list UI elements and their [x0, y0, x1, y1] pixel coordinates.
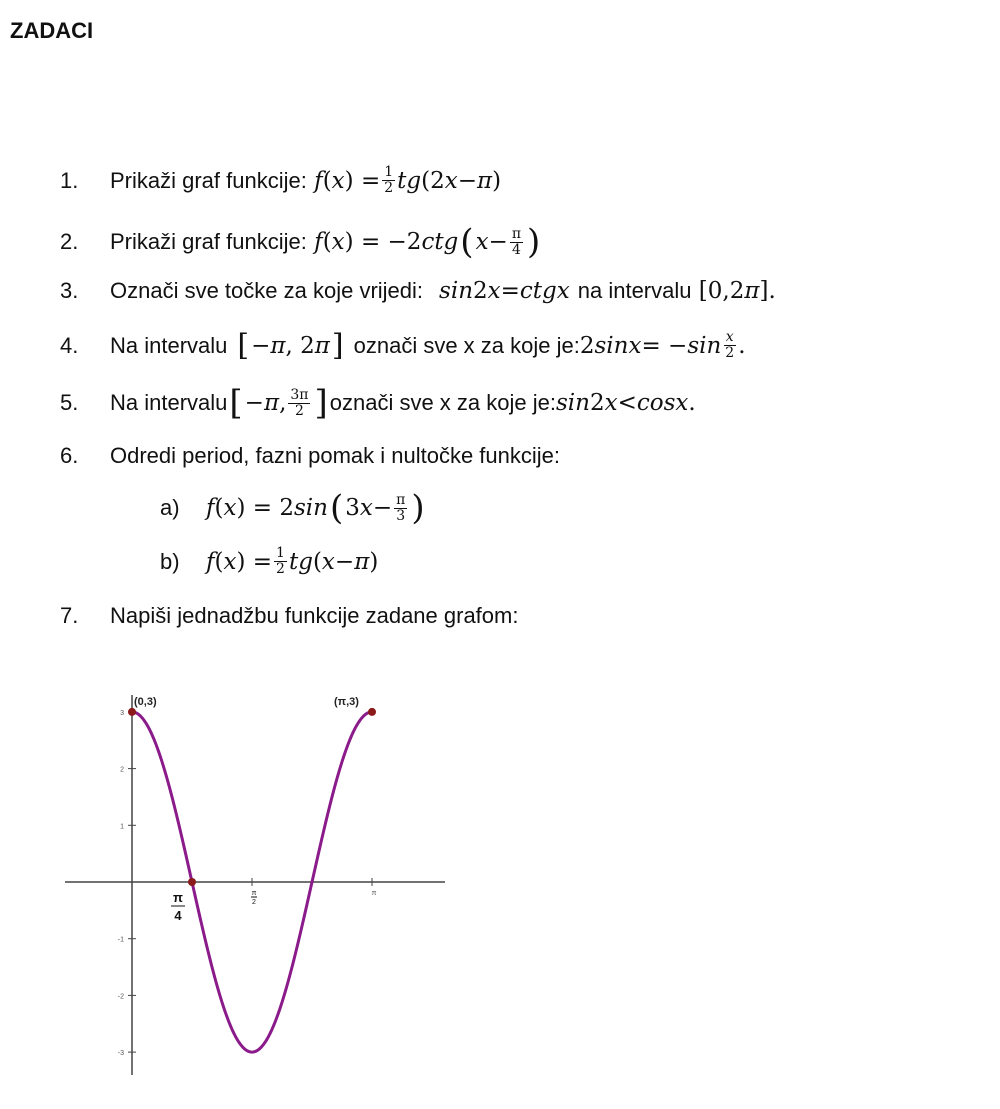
- subtask-label: a): [160, 495, 180, 520]
- task-number: 6.: [60, 443, 79, 468]
- task-1: 1. Prikaži graf funkcije: f ( x ) = $\frac{1}{2}$ tg (2 x − π ): [60, 164, 502, 196]
- x-tick-label: [372, 890, 377, 897]
- task-6: [60, 443, 560, 469]
- task-4: 4. Na intervalu [ − π , 2 π ] označi sve x za koje je: 2 sinx = − sin $\frac{x}{2}$ .: [60, 328, 746, 363]
- task-3: 3. Označi sve točke za koje vrijedi: sin 2 x = ctgx na intervalu [0,2 π ].: [60, 278, 776, 304]
- formula: f: [206, 548, 215, 575]
- task-text-2: označi sve x za koje je:: [353, 332, 580, 358]
- task-number: 5.: [60, 390, 79, 415]
- fraction: $\frac{1}{2}$: [276, 545, 285, 577]
- y-tick-label: -3: [117, 1050, 124, 1058]
- fraction: $\frac{3\pi}{2}$: [290, 386, 309, 419]
- point-marker: [188, 878, 196, 886]
- axes: [65, 695, 445, 1075]
- subtask-a: a) f ( x ) = 2 sin ( 3 x − $\frac{\pi}{3}$ ): [160, 488, 425, 528]
- task-text: Napiši jednadžbu funkcije zadane grafom:: [110, 603, 519, 628]
- task-text: Odredi period, fazni pomak i nultočke funkcije:: [110, 443, 561, 468]
- svg-text:π: π: [251, 890, 257, 897]
- task-number: 7.: [60, 603, 79, 628]
- task-2: 2. Prikaži graf funkcije: f ( x ) = −2 ctg ( x − $\frac{\pi}{4}$ ): [60, 222, 541, 262]
- task-number: 3.: [60, 278, 79, 303]
- formula: f: [306, 229, 323, 255]
- fraction: $\frac{\pi}{3}$: [396, 491, 406, 524]
- task-text: Na intervalu: [110, 390, 228, 415]
- point-label: (0,3): [134, 695, 157, 708]
- points: [128, 696, 376, 886]
- task-text: Prikaži graf funkcije:: [110, 167, 307, 193]
- page-title: ZADACI: [10, 18, 94, 43]
- y-tick-label: -1: [117, 936, 124, 944]
- task-text: Označi sve točke za koje vrijedi:: [110, 278, 424, 303]
- task-number: 4.: [60, 332, 79, 358]
- x-tick-label: [251, 890, 257, 906]
- formula: f: [206, 495, 215, 521]
- x-tick-label: [171, 890, 185, 923]
- ticks: [118, 710, 377, 1057]
- fraction: $\frac{x}{2}$: [725, 329, 735, 361]
- point-marker: [128, 708, 136, 716]
- y-tick-label: 1: [120, 823, 124, 831]
- svg-text:4: 4: [174, 908, 182, 923]
- task-text-2: na intervalu: [577, 278, 692, 303]
- fraction: $\frac{\pi}{4}$: [511, 225, 522, 258]
- formula: sin: [439, 278, 474, 304]
- point-marker: [368, 708, 376, 716]
- subtask-label: b): [160, 548, 180, 574]
- point-label: (π,3): [334, 695, 359, 708]
- svg-text:π: π: [371, 890, 377, 897]
- task-text-2: označi sve x za koje je:: [329, 390, 556, 415]
- task-text: Prikaži graf funkcije:: [110, 229, 307, 254]
- task-7: [60, 603, 518, 629]
- y-tick-label: -2: [117, 993, 124, 1001]
- formula: f: [306, 167, 323, 194]
- task-text: Na intervalu: [110, 332, 228, 358]
- svg-text:2: 2: [252, 899, 256, 906]
- y-tick-label: 3: [120, 709, 124, 717]
- fraction: $\frac{1}{2}$: [384, 164, 394, 196]
- function-graph: [55, 680, 455, 1090]
- task-number: 2.: [60, 229, 79, 254]
- task-5: 5. Na intervalu [ − π , $\frac{3\pi}{2}$ ] označi sve x za koje je: sin 2 x < cosx .: [60, 383, 696, 423]
- svg-text:π: π: [173, 890, 183, 905]
- subtask-b: b) f ( x ) = $\frac{1}{2}$ tg ( x − π ): [160, 545, 379, 577]
- y-tick-label: 2: [120, 766, 124, 774]
- task-number: 1.: [60, 167, 79, 193]
